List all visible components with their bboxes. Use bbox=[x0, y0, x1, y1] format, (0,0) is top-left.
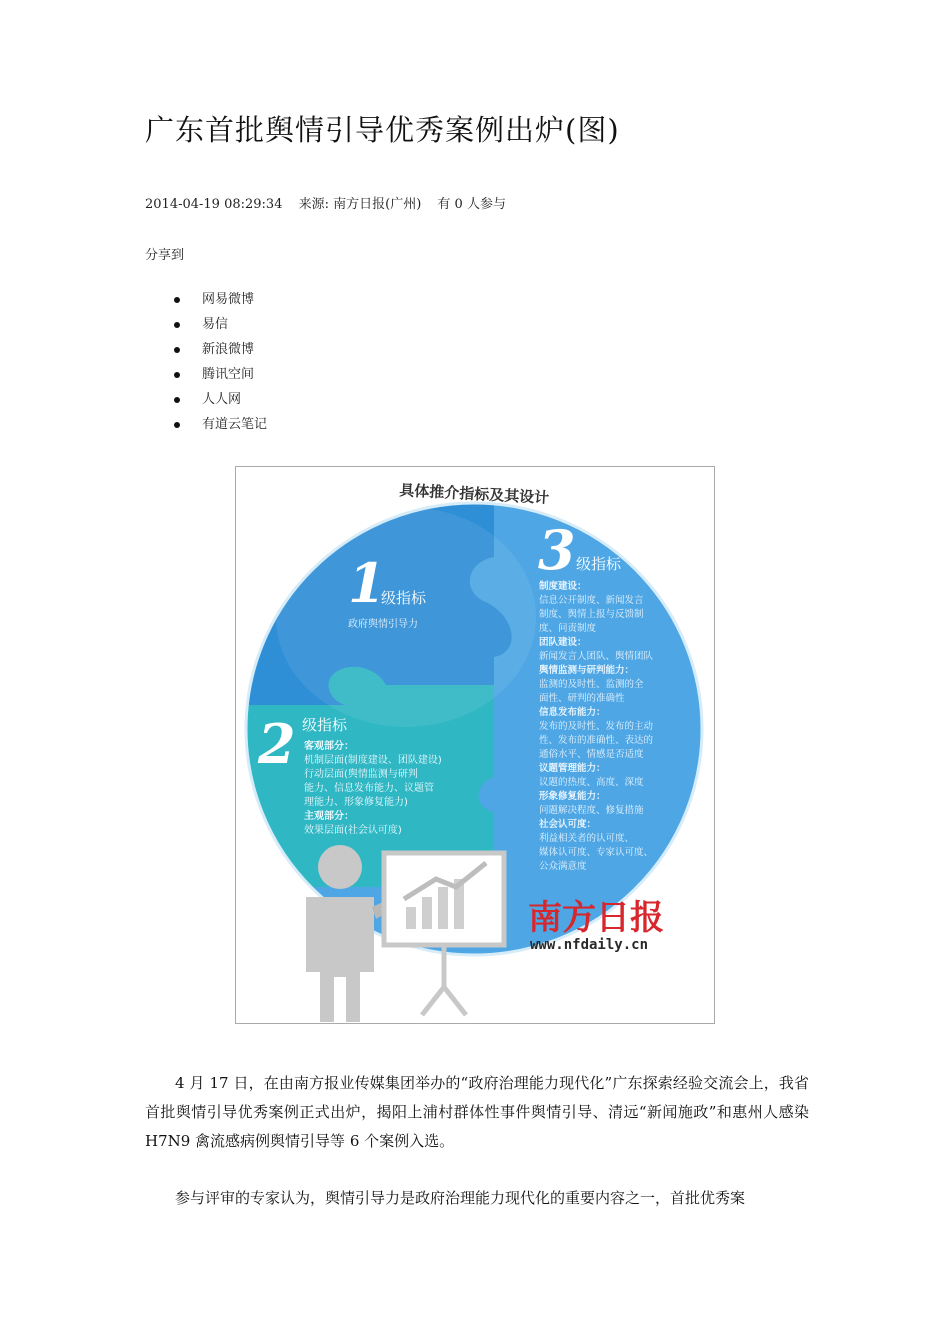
level1-label: 级指标 bbox=[381, 589, 427, 607]
puzzle-infographic bbox=[236, 467, 714, 1023]
level3-line: 媒体认可度、专家认可度、 bbox=[539, 847, 654, 858]
level2-number: 2 bbox=[258, 712, 296, 776]
level3-line: 制度建设： bbox=[539, 581, 587, 592]
level3-line: 性、发布的准确性、表达的 bbox=[539, 735, 654, 746]
share-item-sina-weibo[interactable]: 新浪微博 bbox=[172, 340, 267, 365]
share-item-youdao-note[interactable]: 有道云笔记 bbox=[172, 415, 267, 440]
bullet-icon bbox=[174, 397, 180, 403]
level2-line: 理能力、形象修复能力) bbox=[304, 797, 408, 808]
level2-line: 效果层面(社会认可度) bbox=[304, 825, 402, 836]
level3-line: 面性、研判的准确性 bbox=[539, 693, 625, 704]
level2-label: 级指标 bbox=[302, 716, 348, 734]
participants-count[interactable]: 有 0 人参与 bbox=[437, 197, 506, 212]
level3-line: 形象修复能力： bbox=[539, 791, 606, 802]
bullet-icon bbox=[174, 347, 180, 353]
source-text: 来源: 南方日报(广州) bbox=[298, 197, 422, 212]
level3-line: 社会认可度： bbox=[539, 819, 597, 830]
watermark-brand: 南方日报 bbox=[528, 898, 664, 938]
level2-line: 机制层面(制度建设、团队建设) bbox=[304, 755, 442, 766]
level3-label: 级指标 bbox=[576, 555, 622, 573]
share-label: 分享到 bbox=[145, 248, 185, 263]
level3-line: 新闻发言人团队、舆情团队 bbox=[539, 651, 654, 662]
level3-line: 信息发布能力： bbox=[539, 707, 606, 718]
share-item-renren[interactable]: 人人网 bbox=[172, 390, 267, 415]
presenter-head-icon bbox=[318, 845, 362, 889]
share-item-netease-weibo[interactable]: 网易微博 bbox=[172, 290, 267, 315]
level3-line: 信息公开制度、新闻发言 bbox=[539, 595, 644, 606]
level2-line: 行动层面(舆情监测与研判 bbox=[304, 769, 418, 780]
article-paragraph: 参与评审的专家认为，舆情引导力是政府治理能力现代化的重要内容之一，首批优秀案 bbox=[175, 1189, 746, 1207]
level2-line: 客观部分： bbox=[304, 741, 354, 752]
share-item-yixin[interactable]: 易信 bbox=[172, 315, 267, 340]
share-item-qzone[interactable]: 腾讯空间 bbox=[172, 365, 267, 390]
level2-line: 主观部分： bbox=[304, 811, 354, 822]
article-meta bbox=[145, 193, 518, 212]
level3-number: 3 bbox=[538, 518, 576, 582]
presenter-body-icon bbox=[306, 897, 374, 1022]
bullet-icon bbox=[174, 297, 180, 303]
level3-line: 监测的及时性、监测的全 bbox=[539, 679, 644, 690]
level3-line: 团队建设： bbox=[539, 637, 587, 648]
easel-board-icon bbox=[384, 853, 504, 1015]
level2-line: 能力、信息发布能力、议题管 bbox=[304, 783, 434, 794]
level3-line: 利益相关者的认可度、 bbox=[539, 833, 635, 844]
bullet-icon bbox=[174, 372, 180, 378]
bullet-icon bbox=[174, 422, 180, 428]
publish-datetime: 2014-04-19 08:29:34 bbox=[145, 197, 283, 212]
level3-line: 发布的及时性、发布的主动 bbox=[539, 721, 654, 732]
article-paragraph: 4 月 17 日，在由南方报业传媒集团举办的“政府治理能力现代化”广东探索经验交流会上，我省首批舆情引导优秀案例正式出炉，揭阳上浦村群体性事件舆情引导、清远“新闻施政”和惠州人感染 H7N9 禽流感病例舆情引导等 6 个案例入选。 bbox=[145, 1074, 809, 1150]
level3-line: 议题的热度、高度、深度 bbox=[539, 777, 644, 788]
bullet-icon bbox=[174, 322, 180, 328]
level3-line: 度、问责制度 bbox=[539, 623, 597, 634]
level3-line: 通俗水平、情感是否适度 bbox=[539, 749, 644, 760]
share-list bbox=[172, 290, 267, 440]
level3-line: 问题解决程度、修复措施 bbox=[539, 805, 644, 816]
watermark-url: www.nfdaily.cn bbox=[530, 937, 649, 953]
level3-line: 议题管理能力： bbox=[539, 763, 606, 774]
level1-number: 1 bbox=[348, 551, 386, 615]
level3-line: 制度、舆情上报与反馈制 bbox=[539, 609, 644, 620]
level3-line: 舆情监测与研判能力： bbox=[539, 665, 635, 676]
level3-line: 公众满意度 bbox=[539, 861, 587, 872]
article-title: 广东首批舆情引导优秀案例出炉(图) bbox=[145, 113, 620, 147]
figure-title: 具体推介指标及其设计 bbox=[398, 481, 550, 507]
infographic-figure bbox=[235, 466, 715, 1024]
level1-desc: 政府舆情引导力 bbox=[348, 619, 418, 630]
